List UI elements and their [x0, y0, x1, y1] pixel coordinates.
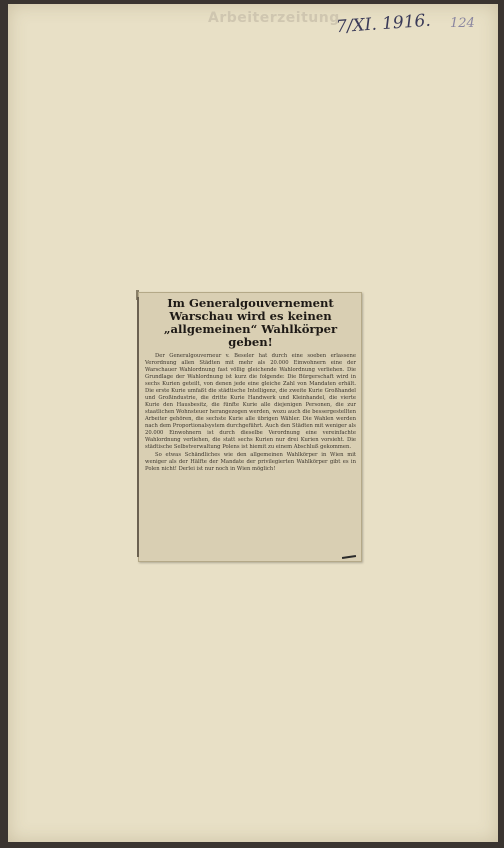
archive-stamp: Arbeiterzeitung [208, 10, 340, 26]
clipping-paragraph-1: Der Generalgouverneur v. Beseler hat durch eine soeben erlassene Verordnung allen Städten mit mehr als 20.000 Einwohnern eine der Warschauer Wahlordnung fast völlig gleichende Wahlordnung verliehen. Die Grundlage der Wahlordnung ist kurz die folgende: Die Bürgerschaft wird in sechs Kurien geteilt, von denen jede eine gleiche Zahl von Mandaten erhält. Die erste Kurie umfaßt die städtische Intelligenz, die zweite Kurie Großhandel und Großindustrie, die dritte Kurie Handwerk und Kleinhandel, die vierte Kurie den Hausbesitz, die fünfte Kurie alle diejenigen Personen, die zur staatlichen Wohnsteuer herangezogen werden, wozu auch die bessergestellten Arbeiter gehören, die sechste Kurie alle übrigen Wähler. Die Wahlen werden nach dem Proportionalsystem durchgeführt. Auch den Städten mit weniger als 20.000 Einwohnern ist durch dieselbe Verordnung eine vereinfachte Wahlordnung verliehen, die statt sechs Kurien nur drei Kurien vorsieht. Die städtische Selbstverwaltung Polens ist hiemit zu einem Abschluß gekommen. [145, 353, 356, 450]
clipping-shadow-edge [137, 297, 139, 557]
clipping-headline: Im Generalgouvernement Warschau wird es keinen „allgemeinen“ Wahlkörper geben! [163, 296, 338, 349]
clipping-paragraph-2: So etwas Schändliches wie den allgemeinen Wahlkörper in Wien mit weniger als der Hälfte der Mandate der privilegierten Wahlkörper gibt es in Polen nicht! Derlei ist nur noch in Wien möglich! [145, 452, 356, 472]
folio-number: 124 [450, 16, 475, 31]
handwritten-date: 7/XI. 1916. [335, 10, 432, 38]
newspaper-clipping [138, 292, 362, 562]
